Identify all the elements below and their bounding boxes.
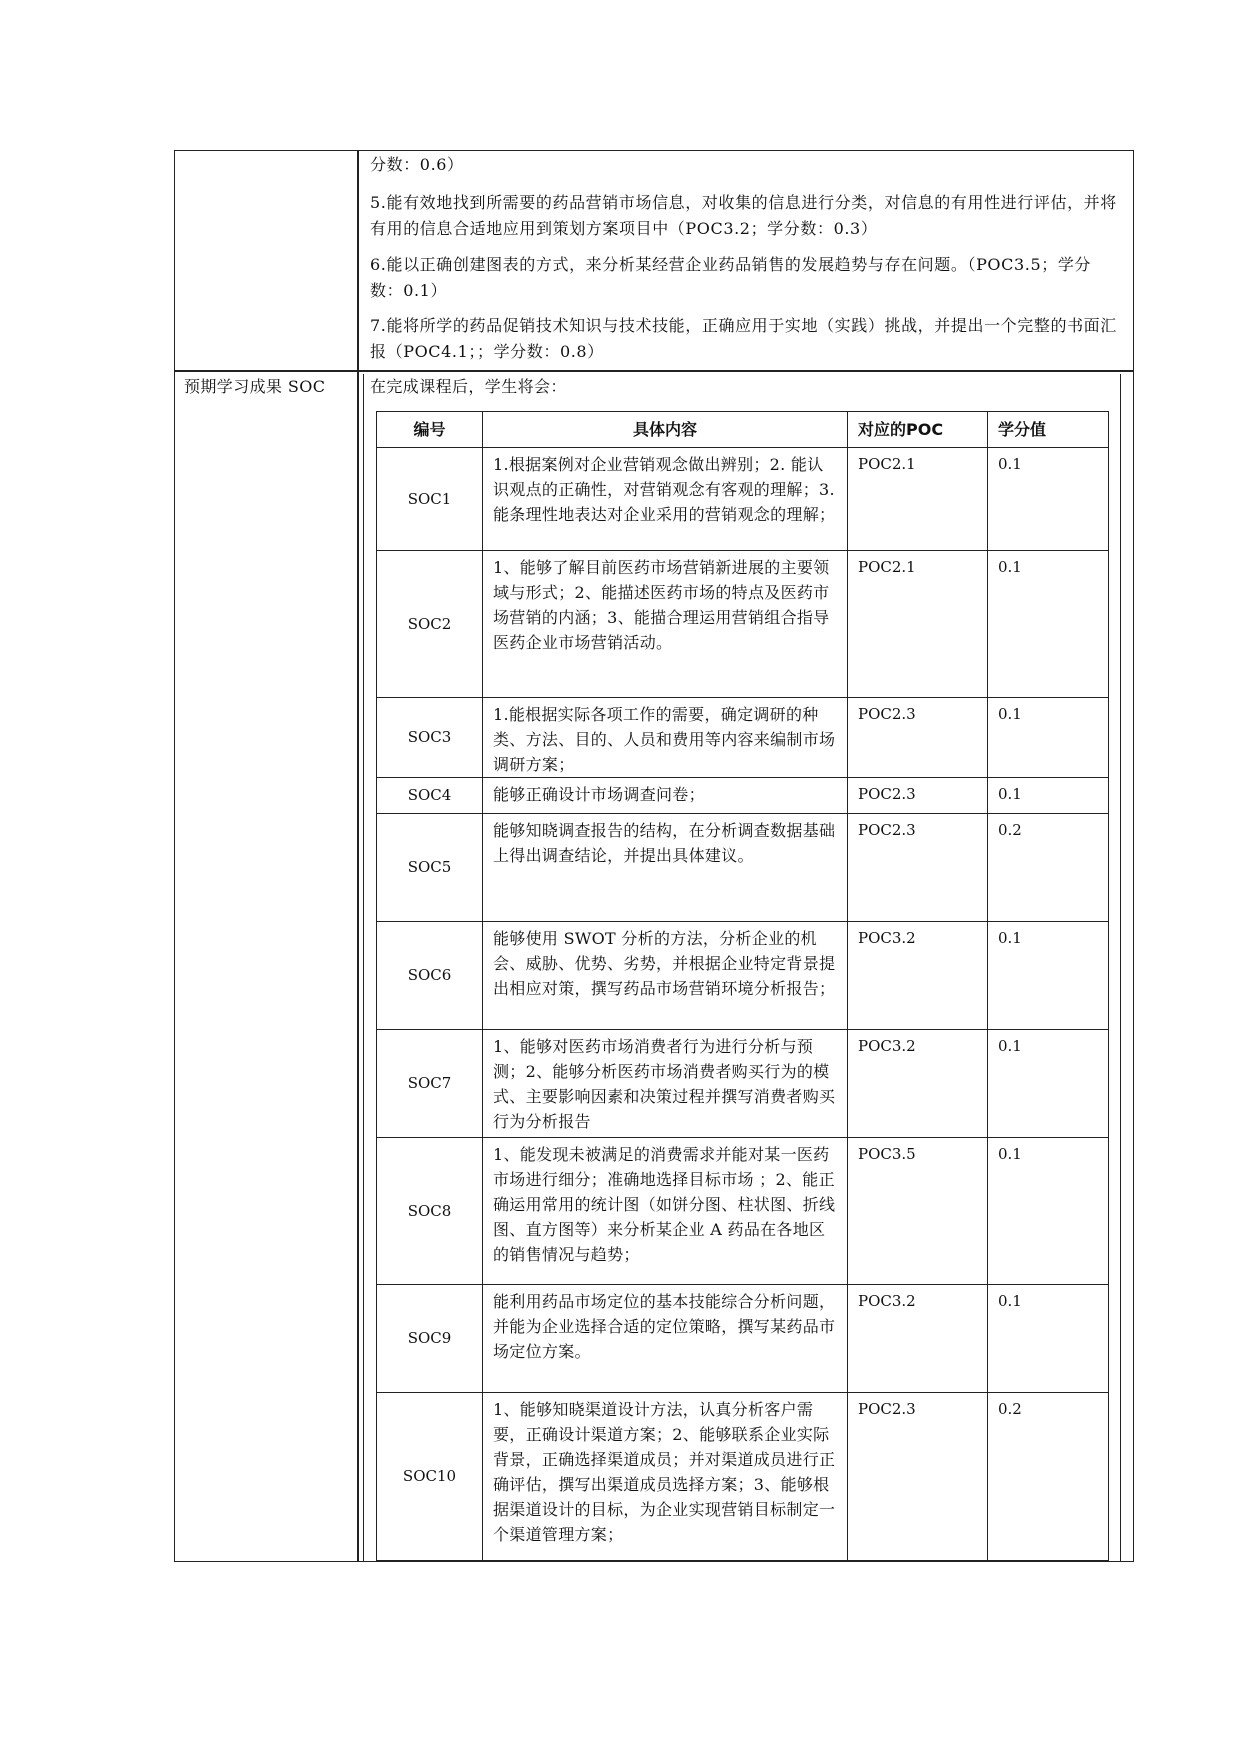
top-paragraph-item-5: 5.能有效地找到所需要的药品营销市场信息，对收集的信息进行分类，对信息的有用性进行评估，并将有用的信息合适地应用到策划方案项目中（POC3.2；学分数：0.3） [370,193,1117,238]
soc-id: SOC6 [377,922,483,1030]
soc-credit: 0.2 [988,814,1109,922]
soc-id: SOC9 [377,1285,483,1393]
table-row [377,1393,1109,1561]
soc-credit: 0.1 [988,698,1109,778]
table-row [377,1138,1109,1285]
header-id: 编号 [377,412,483,448]
soc-credit: 0.1 [988,1030,1109,1138]
soc-id: SOC7 [377,1030,483,1138]
soc-poc: POC3.2 [848,1285,988,1393]
soc-content: 能够知晓调查报告的结构，在分析调查数据基础上得出调查结论，并提出具体建议。 [483,814,848,922]
soc-content: 1.根据案例对企业营销观念做出辨别；2. 能认识观点的正确性，对营销观念有客观的理解；3.能条理性地表达对企业采用的营销观念的理解； [483,448,848,551]
header-poc: 对应的POC [848,412,988,448]
outer-column-divider-double [363,374,364,1562]
soc-content: 1、能发现未被满足的消费需求并能对某一医药市场进行细分；准确地选择目标市场 ；2、能正确运用常用的统计图（如饼分图、柱状图、折线图、直方图等）来分析某企业 A 药品在各地区的销售情况与趋势； [483,1138,848,1285]
header-content: 具体内容 [483,412,848,448]
soc-credit: 0.1 [988,922,1109,1030]
soc-poc: POC2.3 [848,814,988,922]
right-edge-inner-line [1120,374,1121,1562]
soc-id: SOC8 [377,1138,483,1285]
soc-table [376,411,1109,1561]
soc-content: 1、能够对医药市场消费者行为进行分析与预测；2、能够分析医药市场消费者购买行为的模式、主要影响因素和决策过程并撰写消费者购买行为分析报告 [483,1030,848,1138]
soc-content: 能利用药品市场定位的基本技能综合分析问题，并能为企业选择合适的定位策略，撰写某药品市场定位方案。 [483,1285,848,1393]
soc-credit: 0.2 [988,1393,1109,1561]
top-paragraph-item-6: 6.能以正确创建图表的方式，来分析某经营企业药品销售的发展趋势与存在问题。（POC3.5；学分数：0.1） [370,255,1092,300]
soc-credit: 0.1 [988,1138,1109,1285]
soc-poc: POC2.1 [848,448,988,551]
soc-id: SOC1 [377,448,483,551]
soc-credit: 0.1 [988,778,1109,814]
soc-poc: POC2.3 [848,698,988,778]
table-row [377,1285,1109,1393]
soc-poc: POC2.1 [848,551,988,698]
soc-id: SOC4 [377,778,483,814]
soc-poc: POC2.3 [848,1393,988,1561]
soc-id: SOC3 [377,698,483,778]
soc-id: SOC5 [377,814,483,922]
outer-column-divider [357,150,359,1562]
soc-table-header-row [377,412,1109,448]
soc-content: 1、能够了解目前医药市场营销新进展的主要领域与形式；2、能描述医药市场的特点及医药市场营销的内涵；3、能描合理运用营销组合指导医药企业市场营销活动。 [483,551,848,698]
soc-content: 1.能根据实际各项工作的需要，确定调研的种类、方法、目的、人员和费用等内容来编制市场调研方案； [483,698,848,778]
soc-poc: POC3.2 [848,922,988,1030]
table-row [377,922,1109,1030]
soc-credit: 0.1 [988,448,1109,551]
soc-section-intro: 在完成课程后，学生将会： [370,377,567,396]
soc-content: 能够正确设计市场调查问卷； [483,778,848,814]
table-row [377,778,1109,814]
soc-credit: 0.1 [988,1285,1109,1393]
soc-id: SOC10 [377,1393,483,1561]
table-row [377,1030,1109,1138]
table-row [377,448,1109,551]
soc-content: 1、能够知晓渠道设计方法，认真分析客户需要，正确设计渠道方案；2、能够联系企业实际背景，正确选择渠道成员；并对渠道成员进行正确评估，撰写出渠道成员选择方案；3、能够根据渠道设计的目标，为企业实现营销目标制定一个渠道管理方案； [483,1393,848,1561]
soc-content: 能够使用 SWOT 分析的方法，分析企业的机会、威胁、优势、劣势，并根据企业特定背景提出相应对策，撰写药品市场营销环境分析报告； [483,922,848,1030]
top-paragraph-continuation: 分数：0.6） [370,155,464,174]
soc-id: SOC2 [377,551,483,698]
header-credit: 学分值 [988,412,1109,448]
soc-poc: POC2.3 [848,778,988,814]
soc-section-label: 预期学习成果 SOC [184,377,326,396]
top-paragraph-item-7: 7.能将所学的药品促销技术知识与技术技能，正确应用于实地（实践）挑战，并提出一个完整的书面汇报（POC4.1；；学分数：0.8） [370,316,1117,361]
soc-poc: POC3.5 [848,1138,988,1285]
soc-poc: POC3.2 [848,1030,988,1138]
table-row [377,814,1109,922]
soc-credit: 0.1 [988,551,1109,698]
outer-row-divider [174,370,1134,372]
table-row [377,698,1109,778]
table-row [377,551,1109,698]
